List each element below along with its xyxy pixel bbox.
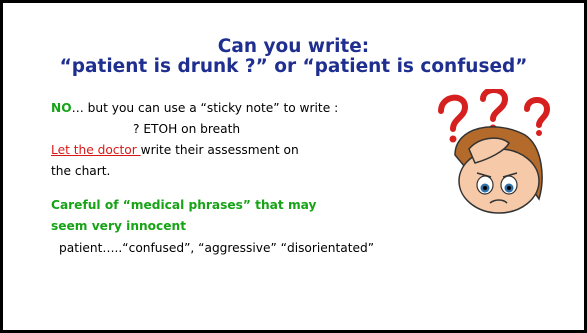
- no-label: NO: [51, 101, 72, 115]
- body-line-3: [51, 143, 299, 157]
- body-line-7: patient…..“confused”, “aggressive” “disorientated”: [59, 241, 375, 255]
- body-line-2: ? ETOH on breath: [133, 122, 241, 136]
- careful-line-2: seem very innocent: [51, 219, 187, 233]
- body-line-4: the chart.: [51, 164, 111, 178]
- slide-title-line2: “patient is drunk ?” or “patient is confused”: [59, 56, 528, 77]
- slide: [3, 3, 584, 330]
- body-line-1: [51, 101, 338, 115]
- question-marks-icon: [441, 90, 547, 129]
- let-doctor-link: Let the doctor: [51, 143, 141, 157]
- confused-face-icon: [435, 89, 553, 215]
- slide-title-line1: Can you write:: [217, 36, 370, 57]
- body-line-3-text: write their assessment on: [140, 143, 299, 157]
- body-line-1-text: … but you can use a “sticky note” to write :: [71, 101, 339, 115]
- careful-line-1: Careful of “medical phrases” that may: [51, 198, 317, 212]
